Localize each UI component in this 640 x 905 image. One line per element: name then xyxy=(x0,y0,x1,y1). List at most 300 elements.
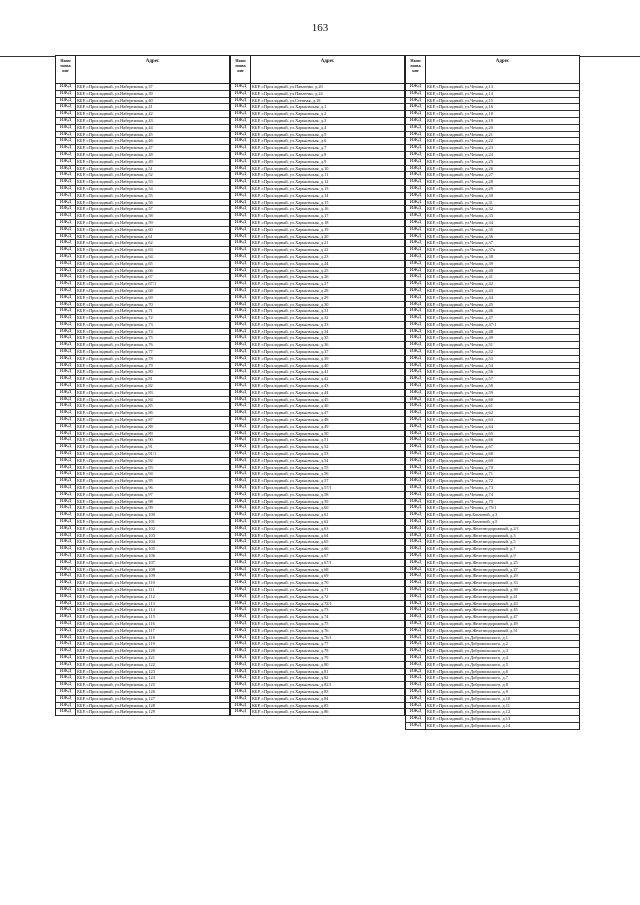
table-row xyxy=(231,478,404,485)
type-cell: ИЖД xyxy=(56,553,76,559)
table-row xyxy=(406,234,579,241)
address-cell: КБР, г.Прохладный, ул.Харьковская, д.82 xyxy=(252,675,329,681)
type-cell: ИЖД xyxy=(231,580,251,586)
address-cell: КБР, г.Прохладный, ул.Харьковская, д.32 xyxy=(252,315,329,321)
type-cell: ИЖД xyxy=(406,247,426,253)
address-cell: КБР, г.Прохладный, ул.Харьковская, д.10 xyxy=(252,165,329,171)
type-cell: ИЖД xyxy=(56,166,76,172)
table-row xyxy=(231,220,404,227)
type-cell: ИЖД xyxy=(406,383,426,389)
table-row xyxy=(56,451,229,458)
address-cell: КБР, г.Прохладный, ул.Добровольского, д.1 xyxy=(427,634,508,640)
address-cell: КБР, г.Прохладный, ул.Харьковская, д.60 xyxy=(252,505,329,511)
type-cell: ИЖД xyxy=(231,526,251,532)
table-row xyxy=(406,716,579,723)
type-cell: ИЖД xyxy=(56,322,76,328)
table-row xyxy=(56,98,229,105)
table-row xyxy=(406,104,579,111)
address-cell: КБР, г.Прохладный, ул.Добровольского, д.12 xyxy=(427,709,511,715)
table-row xyxy=(56,397,229,404)
address-cell: КБР, г.Прохладный, ул.Набережная, д.61 xyxy=(77,233,153,239)
address-cell: КБР, г.Прохладный, ул.Набережная, д.77 xyxy=(77,349,153,355)
table-row xyxy=(231,166,404,173)
address-cell: КБР, г.Прохладный, ул.Набережная, д.114 xyxy=(77,607,155,613)
type-cell: ИЖД xyxy=(231,172,251,178)
table-row xyxy=(231,703,404,710)
table-row xyxy=(231,390,404,397)
table-row xyxy=(56,696,229,703)
table-row xyxy=(56,213,229,220)
table-row xyxy=(231,492,404,499)
table-body xyxy=(230,84,405,716)
type-cell: ИЖД xyxy=(231,288,251,294)
type-cell: ИЖД xyxy=(56,560,76,566)
address-cell: КБР, г.Прохладный, ул.Добровольского, д.14 xyxy=(427,722,511,728)
table-row xyxy=(231,682,404,689)
type-cell: ИЖД xyxy=(406,444,426,450)
address-cell: КБР, г.Прохладный, ул.Харьковская, д.6 xyxy=(252,138,327,144)
type-cell: ИЖД xyxy=(231,573,251,579)
table-row xyxy=(231,254,404,261)
table-row xyxy=(406,363,579,370)
table-row xyxy=(56,594,229,601)
table-row xyxy=(56,363,229,370)
table-row xyxy=(406,431,579,438)
address-cell: КБР, г.Прохладный, ул.Набережная, д.53 xyxy=(77,179,153,185)
address-cell: КБР, г.Прохладный, ул.Набережная, д.41 xyxy=(77,104,153,110)
table-column xyxy=(55,55,230,730)
address-cell: КБР, г.Прохладный, ул.Набережная, д.40 xyxy=(77,97,153,103)
type-cell: ИЖД xyxy=(406,138,426,144)
table-row xyxy=(406,227,579,234)
type-cell: ИЖД xyxy=(56,363,76,369)
type-cell: ИЖД xyxy=(406,132,426,138)
address-cell: КБР, г.Прохладный, ул.Чехова, д.71 xyxy=(427,471,493,477)
table-header xyxy=(55,55,230,84)
table-row xyxy=(406,369,579,376)
address-cell: КБР, г.Прохладный, ул.Чехова, д.32 xyxy=(427,206,493,212)
table-row xyxy=(231,437,404,444)
address-cell: КБР, г.Прохладный, ул.Чехова, д.54 xyxy=(427,362,493,368)
address-cell: КБР, г.Прохладный, ул.Харьковская, д.43 xyxy=(252,383,329,389)
table-row xyxy=(406,723,579,730)
address-cell: КБР, г.Прохладный, ул.Набережная, д.75 xyxy=(77,335,153,341)
address-cell: КБР, г.Прохладный, ул.Харьковская, д.42 xyxy=(252,376,329,382)
type-cell: ИЖД xyxy=(231,499,251,505)
table-row xyxy=(56,709,229,716)
address-table xyxy=(55,55,580,730)
table-row xyxy=(406,403,579,410)
table-row xyxy=(406,628,579,635)
address-cell: КБР, г.Прохладный, ул.Чехова, д.27 xyxy=(427,172,493,178)
address-cell: КБР, г.Прохладный, ул.Набережная, д.80 xyxy=(77,369,153,375)
type-cell: ИЖД xyxy=(406,519,426,525)
address-cell: КБР, г.Прохладный, ул.Харьковская, д.11 xyxy=(252,172,329,178)
address-cell: КБР, г.Прохладный, ул.Харьковская, д.34 xyxy=(252,328,329,334)
address-cell: КБР, г.Прохладный, ул.Чехова, д.60 xyxy=(427,396,493,402)
type-cell: ИЖД xyxy=(406,723,426,729)
header-rule-left xyxy=(0,56,55,57)
address-cell: КБР, г.Прохладный, ул.Харьковская, д.49 xyxy=(252,423,329,429)
type-cell: ИЖД xyxy=(56,376,76,382)
address-cell: КБР, г.Прохладный, ул.Набережная, д.63 xyxy=(77,247,153,253)
type-cell: ИЖД xyxy=(231,465,251,471)
address-cell: КБР, г.Прохладный, ул.Харьковская, д.16 xyxy=(252,206,329,212)
table-row xyxy=(231,417,404,424)
type-cell: ИЖД xyxy=(231,648,251,654)
address-cell: КБР, г.Прохладный, ул.Чехова, д.48 xyxy=(427,328,493,334)
table-row xyxy=(406,261,579,268)
address-cell: КБР, г.Прохладный, ул.Добровольского, д.10 xyxy=(427,695,511,701)
type-cell: ИЖД xyxy=(231,628,251,634)
table-row xyxy=(231,614,404,621)
type-cell: ИЖД xyxy=(56,580,76,586)
table-row xyxy=(406,410,579,417)
address-cell: КБР, г.Прохладный, ул.Чехова, д.30 xyxy=(427,192,493,198)
type-cell: ИЖД xyxy=(56,607,76,613)
address-cell: КБР, г.Прохладный, ул.Харьковская, д.31 xyxy=(252,308,329,314)
type-cell: ИЖД xyxy=(406,628,426,634)
type-cell: ИЖД xyxy=(406,342,426,348)
type-cell: ИЖД xyxy=(56,288,76,294)
table-row xyxy=(56,437,229,444)
table-row xyxy=(406,166,579,173)
address-cell: КБР, г.Прохладный, ул.Набережная, д.86 xyxy=(77,410,153,416)
type-cell: ИЖД xyxy=(231,444,251,450)
table-row xyxy=(406,696,579,703)
address-cell: КБР, г.Прохладный, ул.Добровольского, д.7 xyxy=(427,675,508,681)
type-cell: ИЖД xyxy=(406,145,426,151)
type-cell: ИЖД xyxy=(56,179,76,185)
type-cell: ИЖД xyxy=(56,533,76,539)
address-cell: КБР, г.Прохладный, ул.Харьковская, д.30 xyxy=(252,301,329,307)
table-row xyxy=(56,458,229,465)
type-cell: ИЖД xyxy=(56,206,76,212)
address-cell: КБР, г.Прохладный, ул.Чехова, д.38 xyxy=(427,253,493,259)
address-cell: КБР, г.Прохладный, ул.Набережная, д.128 xyxy=(77,702,155,708)
address-cell: КБР, г.Прохладный, ул.Чехова, д.16 xyxy=(427,104,493,110)
table-row xyxy=(231,709,404,716)
address-cell: КБР, г.Прохладный, ул.Набережная, д.83 xyxy=(77,389,153,395)
address-cell: КБР, г.Прохладный, ул.Харьковская, д.21 xyxy=(252,240,329,246)
type-cell: ИЖД xyxy=(231,471,251,477)
type-cell: ИЖД xyxy=(406,166,426,172)
address-cell: КБР, г.Прохладный, ул.Харьковская, д.58 xyxy=(252,491,329,497)
address-cell: КБР, г.Прохладный, ул.Чехова, д.26 xyxy=(427,165,493,171)
type-cell: ИЖД xyxy=(231,118,251,124)
type-cell: ИЖД xyxy=(406,424,426,430)
address-cell: КБР, г.Прохладный, ул.Добровольского, д.3 xyxy=(427,648,508,654)
address-cell: КБР, г.Прохладный, пер.Железнодорожный, д.9 xyxy=(427,552,516,558)
table-row xyxy=(56,410,229,417)
type-cell: ИЖД xyxy=(406,689,426,695)
type-cell: ИЖД xyxy=(406,512,426,518)
type-cell: ИЖД xyxy=(56,247,76,253)
address-cell: КБР, г.Прохладный, ул.Набережная, д.42 xyxy=(77,111,153,117)
type-cell: ИЖД xyxy=(56,669,76,675)
address-cell: КБР, г.Прохладный, ул.Чехова, д.69 xyxy=(427,457,493,463)
address-cell: КБР, г.Прохладный, ул.Чехова, д.64 xyxy=(427,423,493,429)
type-cell: ИЖД xyxy=(56,145,76,151)
table-row xyxy=(231,91,404,98)
type-cell: ИЖД xyxy=(231,363,251,369)
address-cell: КБР, г.Прохладный, ул.Добровольского, д.6 xyxy=(427,668,508,674)
address-cell: КБР, г.Прохладный, ул.Набережная, д.70 xyxy=(77,301,153,307)
address-cell: КБР, г.Прохладный, ул.Чехова, д.40 xyxy=(427,267,493,273)
type-cell: ИЖД xyxy=(56,125,76,131)
type-cell: ИЖД xyxy=(406,84,426,90)
table-row xyxy=(231,471,404,478)
type-cell: ИЖД xyxy=(406,91,426,97)
type-cell: ИЖД xyxy=(406,281,426,287)
type-cell: ИЖД xyxy=(56,220,76,226)
address-cell: КБР, г.Прохладный, ул.Харьковская, д.48 xyxy=(252,417,329,423)
address-cell: КБР, г.Прохладный, ул.Чехова, д.36 xyxy=(427,233,493,239)
table-row xyxy=(406,675,579,682)
type-cell: ИЖД xyxy=(56,295,76,301)
address-cell: КБР, г.Прохладный, ул.Набережная, д.117 xyxy=(77,627,155,633)
address-cell: КБР, г.Прохладный, ул.Набережная, д.106 xyxy=(77,552,155,558)
address-cell: КБР, г.Прохладный, ул.Набережная, д.51 xyxy=(77,165,153,171)
type-cell: ИЖД xyxy=(231,166,251,172)
address-cell: КБР, г.Прохладный, ул.Харьковская, д.52 xyxy=(252,444,329,450)
table-row xyxy=(406,526,579,533)
address-cell: КБР, г.Прохладный, пер.Железнодорожный, д.33 xyxy=(427,580,518,586)
address-cell: КБР, г.Прохладный, пер.Железнодорожный, д.3 xyxy=(427,532,516,538)
table-row xyxy=(406,397,579,404)
table-row xyxy=(56,587,229,594)
address-cell: КБР, г.Прохладный, ул.Харьковская, д.46 xyxy=(252,403,329,409)
table-row xyxy=(231,573,404,580)
type-cell: ИЖД xyxy=(406,220,426,226)
type-cell: ИЖД xyxy=(56,662,76,668)
address-cell: КБР, г.Прохладный, ул.Харьковская, д.24 xyxy=(252,260,329,266)
address-cell: КБР, г.Прохладный, ул.Чехова, д.22 xyxy=(427,138,493,144)
type-cell: ИЖД xyxy=(56,111,76,117)
type-cell: ИЖД xyxy=(406,118,426,124)
type-cell: ИЖД xyxy=(406,288,426,294)
type-cell: ИЖД xyxy=(231,675,251,681)
table-row xyxy=(406,274,579,281)
table-row xyxy=(231,594,404,601)
table-row xyxy=(406,220,579,227)
type-cell: ИЖД xyxy=(406,662,426,668)
table-row xyxy=(56,125,229,132)
table-row xyxy=(406,703,579,710)
table-row xyxy=(56,567,229,574)
type-cell: ИЖД xyxy=(56,451,76,457)
type-cell: ИЖД xyxy=(231,458,251,464)
table-row xyxy=(56,84,229,91)
address-cell: КБР, г.Прохладный, пер.Железнодорожный, д.2/1 xyxy=(427,525,519,531)
address-cell: КБР, г.Прохладный, пер.Железнодорожный, д.27 xyxy=(427,566,518,572)
type-cell: ИЖД xyxy=(56,335,76,341)
table-row xyxy=(406,186,579,193)
address-cell: КБР, г.Прохладный, ул.Харьковская, д.81 xyxy=(252,668,329,674)
address-cell: КБР, г.Прохладный, ул.Набережная, д.52 xyxy=(77,172,153,178)
type-cell: ИЖД xyxy=(56,349,76,355)
type-cell: ИЖД xyxy=(406,295,426,301)
address-cell: КБР, г.Прохладный, пер.Железнодорожный, д.51 xyxy=(427,627,518,633)
type-cell: ИЖД xyxy=(406,410,426,416)
address-cell: КБР, г.Прохладный, ул.Харьковская, д.7 xyxy=(252,145,327,151)
address-cell: КБР, г.Прохладный, ул.Харьковская, д.72/1 xyxy=(252,600,332,606)
address-cell: КБР, г.Прохладный, ул.Харьковская, д.76/1 xyxy=(252,634,332,640)
address-cell: КБР, г.Прохладный, ул.Набережная, д.113 xyxy=(77,600,155,606)
table-row xyxy=(406,539,579,546)
table-row xyxy=(231,261,404,268)
type-cell: ИЖД xyxy=(56,417,76,423)
address-cell: КБР, г.Прохладный, ул.Харьковская, д.65 xyxy=(252,539,329,545)
type-cell: ИЖД xyxy=(231,383,251,389)
type-cell: ИЖД xyxy=(406,655,426,661)
table-row xyxy=(231,295,404,302)
address-cell: КБР, г.Прохладный, ул.Набережная, д.73 xyxy=(77,321,153,327)
address-cell: КБР, г.Прохладный, ул.Набережная, д.116 xyxy=(77,620,155,626)
table-row xyxy=(406,451,579,458)
address-cell: КБР, г.Прохладный, ул.Набережная, д.95 xyxy=(77,478,153,484)
table-row xyxy=(56,234,229,241)
type-cell: ИЖД xyxy=(56,635,76,641)
type-cell: ИЖД xyxy=(231,594,251,600)
type-cell: ИЖД xyxy=(231,431,251,437)
type-cell: ИЖД xyxy=(406,607,426,613)
table-row xyxy=(56,152,229,159)
table-row xyxy=(406,635,579,642)
table-row xyxy=(231,655,404,662)
address-cell: КБР, г.Прохладный, ул.Чехова, д.56 xyxy=(427,369,493,375)
address-cell: КБР, г.Прохладный, ул.Харьковская, д.5 xyxy=(252,131,327,137)
table-row xyxy=(56,376,229,383)
table-row xyxy=(56,288,229,295)
type-cell: ИЖД xyxy=(231,247,251,253)
address-cell: КБР, г.Прохладный, ул.Чехова, д.70 xyxy=(427,464,493,470)
address-cell: КБР, г.Прохладный, ул.Чехова, д.75 xyxy=(427,498,493,504)
table-row xyxy=(56,614,229,621)
table-row xyxy=(231,329,404,336)
table-row xyxy=(406,553,579,560)
address-cell: КБР, г.Прохладный, ул.Чехова, д.14 xyxy=(427,90,493,96)
type-cell: ИЖД xyxy=(406,376,426,382)
table-row xyxy=(56,546,229,553)
type-cell: ИЖД xyxy=(56,268,76,274)
address-cell: КБР, г.Прохладный, ул.Набережная, д.62 xyxy=(77,240,153,246)
type-cell: ИЖД xyxy=(56,539,76,545)
type-cell: ИЖД xyxy=(231,424,251,430)
address-cell: КБР, г.Прохладный, ул.Харьковская, д.86 xyxy=(252,709,329,715)
table-row xyxy=(406,322,579,329)
type-cell: ИЖД xyxy=(231,281,251,287)
table-row xyxy=(406,335,579,342)
table-row xyxy=(56,512,229,519)
type-cell: ИЖД xyxy=(56,682,76,688)
type-cell: ИЖД xyxy=(56,261,76,267)
address-cell: КБР, г.Прохладный, ул.Набережная, д.104 xyxy=(77,539,155,545)
table-row xyxy=(56,641,229,648)
type-cell: ИЖД xyxy=(231,478,251,484)
table-row xyxy=(406,662,579,669)
address-cell: КБР, г.Прохладный, пер.Железнодорожный, д.5 xyxy=(427,539,516,545)
type-cell: ИЖД xyxy=(56,329,76,335)
address-cell: КБР, г.Прохладный, ул.Харьковская, д.26 xyxy=(252,274,329,280)
table-row xyxy=(56,240,229,247)
table-row xyxy=(231,567,404,574)
table-row xyxy=(406,614,579,621)
address-cell: КБР, г.Прохладный, ул.Харьковская, д.36 xyxy=(252,342,329,348)
type-cell: ИЖД xyxy=(231,111,251,117)
type-cell: ИЖД xyxy=(231,138,251,144)
table-row xyxy=(56,465,229,472)
table-row xyxy=(56,383,229,390)
address-cell: КБР, г.Прохладный, ул.Харьковская, д.63 xyxy=(252,525,329,531)
address-cell: КБР, г.Прохладный, ул.Набережная, д.121 xyxy=(77,654,155,660)
table-row xyxy=(56,682,229,689)
table-row xyxy=(406,471,579,478)
table-row xyxy=(231,308,404,315)
type-cell: ИЖД xyxy=(406,104,426,110)
table-row xyxy=(231,363,404,370)
table-row xyxy=(56,329,229,336)
table-row xyxy=(231,335,404,342)
type-cell: ИЖД xyxy=(231,91,251,97)
table-row xyxy=(231,431,404,438)
type-cell: ИЖД xyxy=(56,315,76,321)
address-cell: КБР, г.Прохладный, ул.Набережная, д.93 xyxy=(77,464,153,470)
type-cell: ИЖД xyxy=(231,709,251,715)
table-row xyxy=(406,288,579,295)
table-row xyxy=(406,315,579,322)
address-cell: КБР, г.Прохладный, пер.Бахчевой, д.5 xyxy=(427,519,498,524)
table-row xyxy=(231,580,404,587)
address-cell: КБР, г.Прохладный, ул.Набережная, д.98 xyxy=(77,498,153,504)
address-cell: КБР, г.Прохладный, ул.Харьковская, д.44 xyxy=(252,389,329,395)
type-cell: ИЖД xyxy=(231,206,251,212)
table-header xyxy=(405,55,580,84)
type-cell: ИЖД xyxy=(406,98,426,104)
table-row xyxy=(406,499,579,506)
address-cell: КБР, г.Прохладный, ул.Харьковская, д.39 xyxy=(252,355,329,361)
type-cell: ИЖД xyxy=(406,533,426,539)
address-cell: КБР, г.Прохладный, ул.Чехова, д.46 xyxy=(427,308,493,314)
type-cell: ИЖД xyxy=(56,648,76,654)
table-row xyxy=(231,410,404,417)
table-column xyxy=(405,55,580,730)
table-row xyxy=(231,505,404,512)
table-row xyxy=(231,125,404,132)
address-cell: КБР, г.Прохладный, ул.Набережная, д.43 xyxy=(77,117,153,123)
type-cell: ИЖД xyxy=(406,213,426,219)
table-row xyxy=(406,200,579,207)
table-row xyxy=(56,390,229,397)
type-cell: ИЖД xyxy=(56,641,76,647)
type-cell: ИЖД xyxy=(231,689,251,695)
type-cell: ИЖД xyxy=(56,84,76,90)
table-row xyxy=(406,84,579,91)
table-row xyxy=(231,322,404,329)
type-cell: ИЖД xyxy=(231,451,251,457)
address-cell: КБР, г.Прохладный, ул.Чехова, д.34 xyxy=(427,219,493,225)
type-cell: ИЖД xyxy=(406,234,426,240)
table-row xyxy=(406,601,579,608)
table-row xyxy=(231,641,404,648)
address-cell: КБР, г.Прохладный, ул.Харьковская, д.53 xyxy=(252,451,329,457)
header-rule-right xyxy=(580,56,640,57)
header-type-cell: Наим енова ние xyxy=(231,56,251,83)
table-row xyxy=(56,424,229,431)
address-cell: КБР, г.Прохладный, пер.Железнодорожный, д.39 xyxy=(427,586,518,592)
table-row xyxy=(231,288,404,295)
address-cell: КБР, г.Прохладный, ул.Чехова, д.68 xyxy=(427,451,493,457)
